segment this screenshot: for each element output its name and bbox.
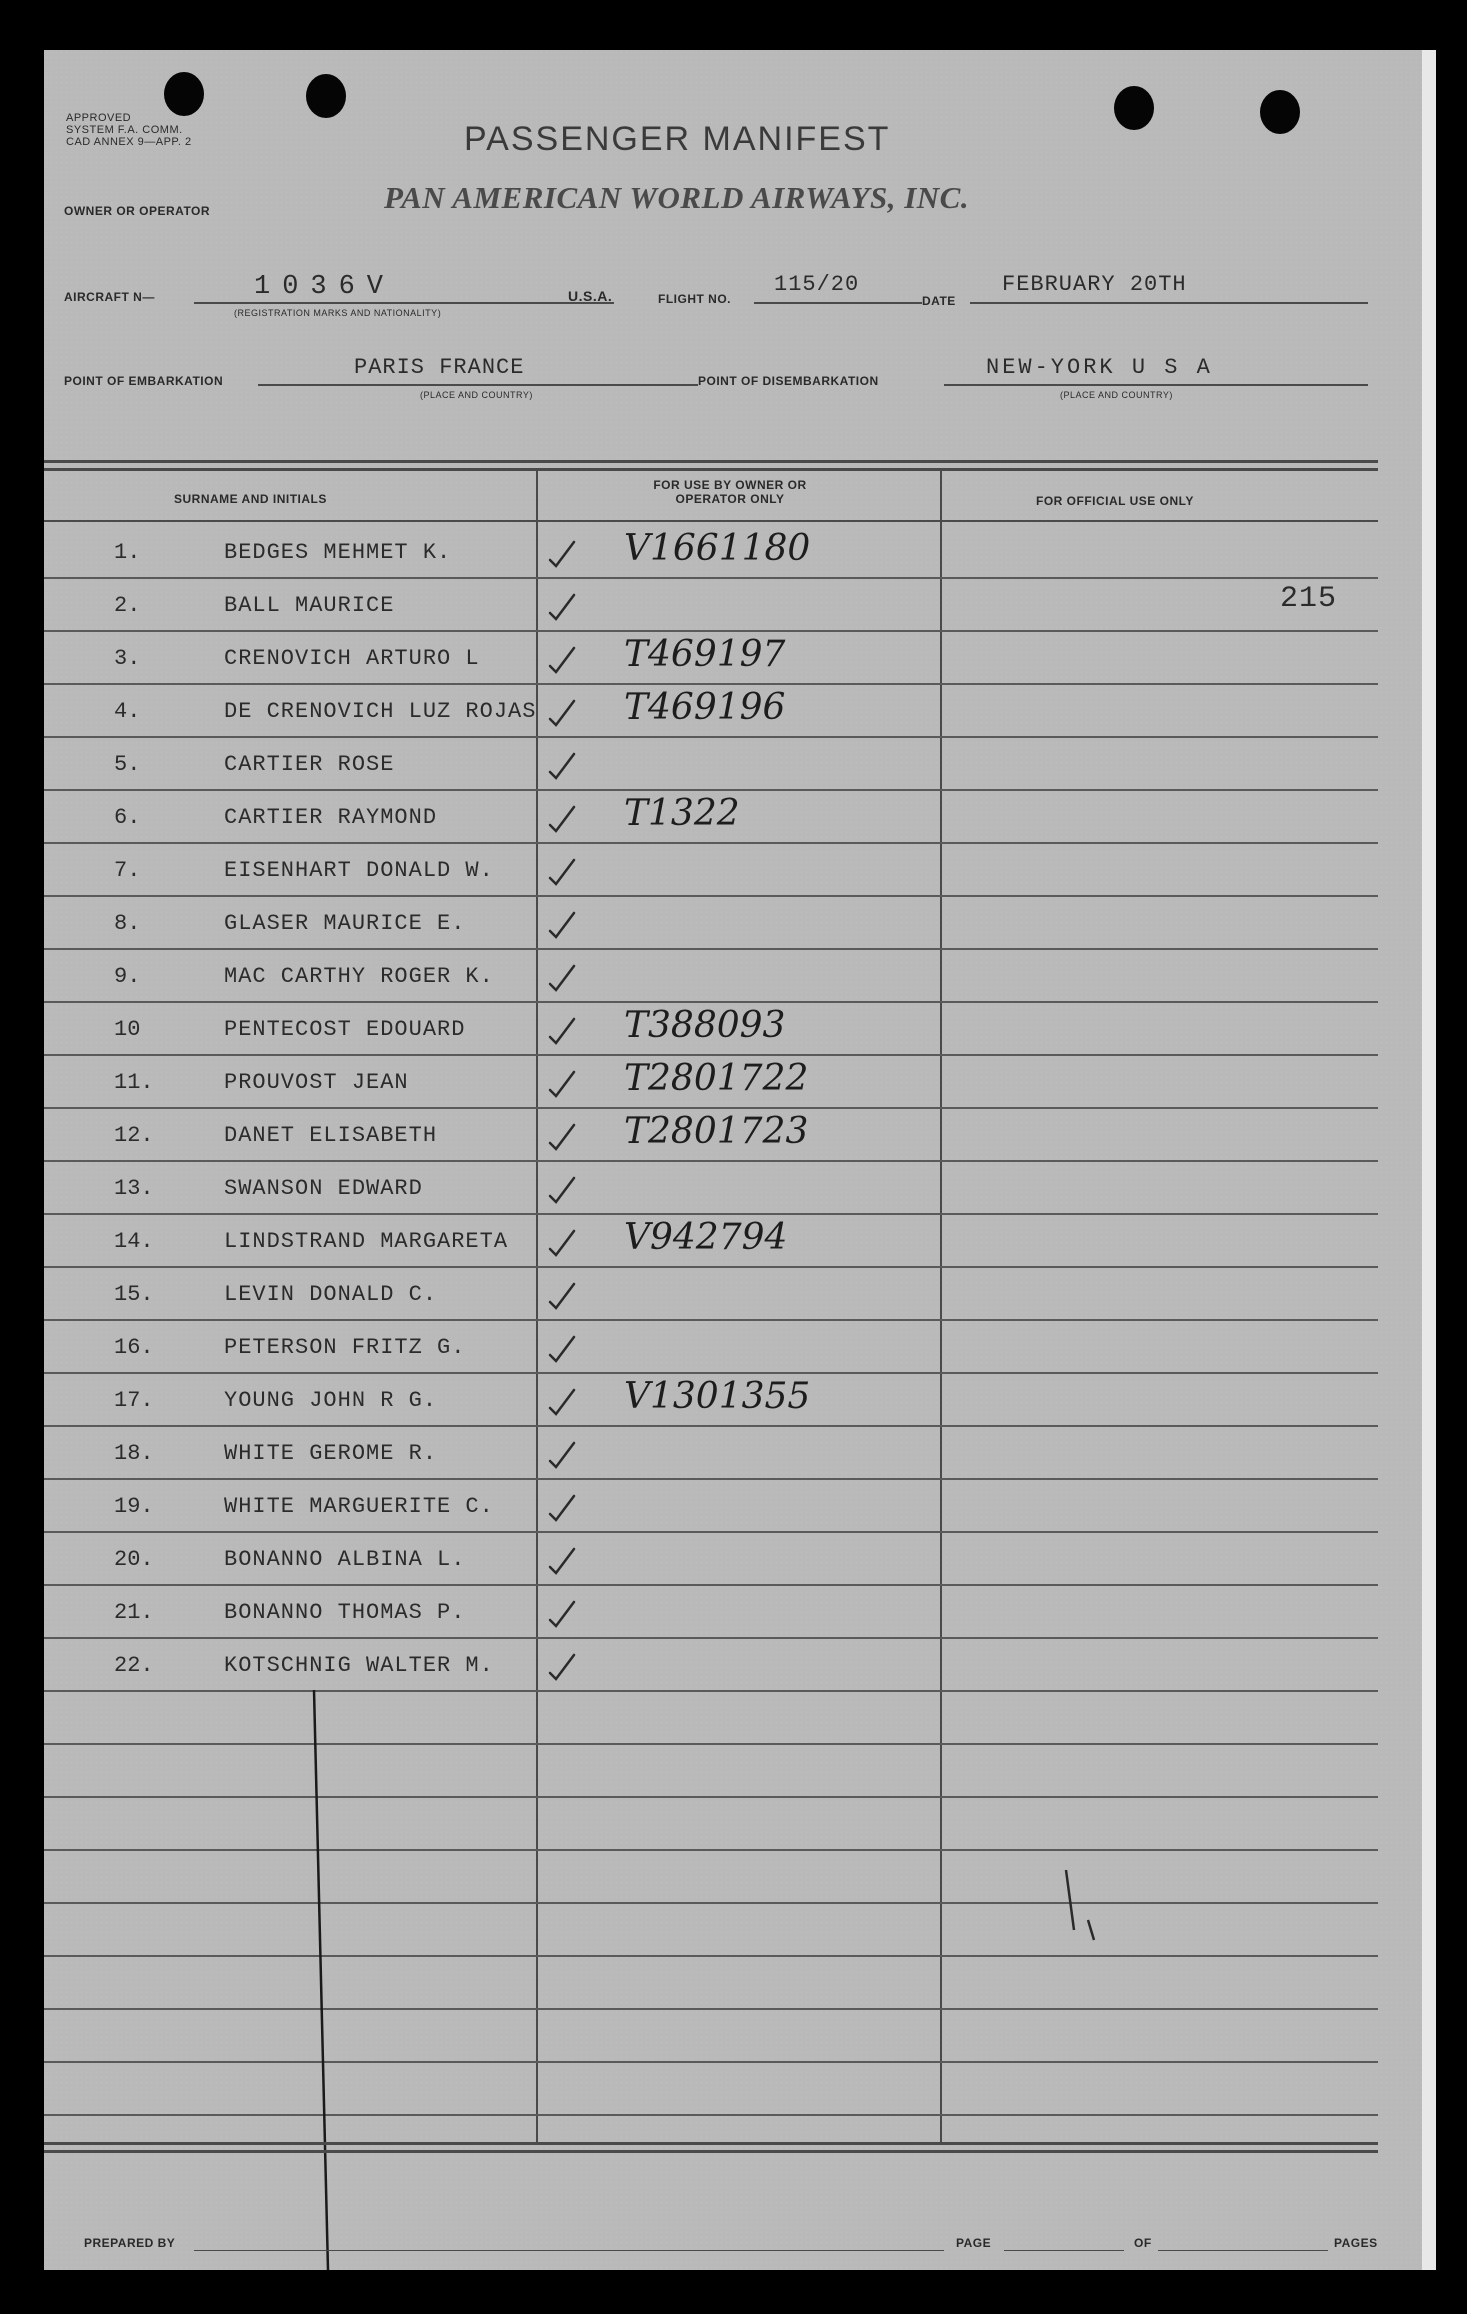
- passenger-name: CARTIER RAYMOND: [224, 805, 438, 830]
- passenger-number: 17.: [114, 1388, 154, 1413]
- passport-number: V942794: [624, 1217, 788, 1258]
- check-mark: [550, 1390, 574, 1414]
- check-mark: [550, 1284, 574, 1308]
- passport-number: V1301355: [624, 1376, 811, 1417]
- passenger-number: 12.: [114, 1123, 154, 1148]
- passenger-name: LINDSTRAND MARGARETA: [224, 1229, 509, 1254]
- approval-line: APPROVED: [66, 112, 132, 124]
- passport-number: T469196: [624, 687, 786, 728]
- passport-number: T2801722: [624, 1058, 809, 1099]
- passenger-number: 14.: [114, 1229, 154, 1254]
- check-mark: [550, 542, 574, 566]
- ink-line: [314, 1690, 328, 2270]
- passenger-name: DE CRENOVICH LUZ ROJAS: [224, 699, 537, 724]
- disembarkation-point: NEW-YORK U S A: [986, 355, 1213, 380]
- check-mark: [550, 1549, 574, 1573]
- usa-label: U.S.A.: [568, 288, 613, 304]
- passenger-number: 10: [114, 1017, 141, 1042]
- passenger-number: 9.: [114, 964, 141, 989]
- check-marks: [44, 50, 1422, 2270]
- passenger-number: 8.: [114, 911, 141, 936]
- check-mark: [550, 754, 574, 778]
- approval-line: CAD ANNEX 9—APP. 2: [66, 136, 192, 148]
- aircraft-label: AIRCRAFT N—: [64, 290, 155, 304]
- passenger-name: CRENOVICH ARTURO L: [224, 646, 480, 671]
- passenger-number: 11.: [114, 1070, 154, 1095]
- date-label: DATE: [922, 294, 956, 308]
- check-mark: [550, 1496, 574, 1520]
- passenger-number: 1.: [114, 540, 141, 565]
- passenger-number: 2.: [114, 593, 141, 618]
- passenger-number: 5.: [114, 752, 141, 777]
- page-title: PASSENGER MANIFEST: [464, 120, 891, 158]
- check-mark: [550, 648, 574, 672]
- passport-number: T1322: [624, 793, 740, 834]
- check-mark: [550, 966, 574, 990]
- disembarkation-label: POINT OF DISEMBARKATION: [698, 374, 879, 388]
- manifest-sheet: [44, 50, 1436, 2270]
- passenger-name: CARTIER ROSE: [224, 752, 395, 777]
- check-mark: [550, 1125, 574, 1149]
- passport-number: V1661180: [624, 528, 811, 569]
- passenger-number: 19.: [114, 1494, 154, 1519]
- check-mark: [550, 701, 574, 725]
- check-mark: [550, 807, 574, 831]
- passenger-number: 15.: [114, 1282, 154, 1307]
- passenger-name: PETERSON FRITZ G.: [224, 1335, 466, 1360]
- passenger-name: BONANNO ALBINA L.: [224, 1547, 466, 1572]
- passenger-name: PENTECOST EDOUARD: [224, 1017, 466, 1042]
- passport-number: T388093: [624, 1005, 786, 1046]
- passenger-number: 13.: [114, 1176, 154, 1201]
- passenger-name: BEDGES MEHMET K.: [224, 540, 452, 565]
- passenger-name: WHITE MARGUERITE C.: [224, 1494, 494, 1519]
- passenger-name: KOTSCHNIG WALTER M.: [224, 1653, 494, 1678]
- check-mark: [550, 1602, 574, 1626]
- prepared-by-label: PREPARED BY: [84, 2236, 176, 2250]
- passenger-name: GLASER MAURICE E.: [224, 911, 466, 936]
- passenger-number: 18.: [114, 1441, 154, 1466]
- check-mark: [550, 1443, 574, 1467]
- passenger-name: EISENHART DONALD W.: [224, 858, 494, 883]
- passenger-name: SWANSON EDWARD: [224, 1176, 423, 1201]
- approval-line: SYSTEM F.A. COMM.: [66, 124, 183, 136]
- check-mark: [550, 595, 574, 619]
- check-mark: [550, 1655, 574, 1679]
- passenger-name: WHITE GEROME R.: [224, 1441, 438, 1466]
- col-surname-header: SURNAME AND INITIALS: [174, 492, 327, 506]
- check-mark: [550, 1231, 574, 1255]
- passenger-number: 22.: [114, 1653, 154, 1678]
- flight-date: FEBRUARY 20TH: [1002, 272, 1187, 297]
- of-label: OF: [1134, 2236, 1152, 2250]
- passenger-number: 21.: [114, 1600, 154, 1625]
- passenger-name: DANET ELISABETH: [224, 1123, 438, 1148]
- embarkation-caption: (PLACE AND COUNTRY): [420, 390, 533, 400]
- check-mark: [550, 1019, 574, 1043]
- passenger-name: PROUVOST JEAN: [224, 1070, 409, 1095]
- disembarkation-caption: (PLACE AND COUNTRY): [1060, 390, 1173, 400]
- passport-number: T2801723: [624, 1111, 809, 1152]
- check-mark: [550, 1337, 574, 1361]
- passenger-number: 16.: [114, 1335, 154, 1360]
- page-label: PAGE: [956, 2236, 992, 2250]
- ink-mark: [1066, 1870, 1094, 1940]
- col-owner-header: FOR USE BY OWNER OR OPERATOR ONLY: [653, 478, 807, 506]
- passenger-number: 7.: [114, 858, 141, 883]
- passenger-number: 3.: [114, 646, 141, 671]
- passenger-name: LEVIN DONALD C.: [224, 1282, 438, 1307]
- passenger-name: BALL MAURICE: [224, 593, 395, 618]
- embarkation-point: PARIS FRANCE: [354, 355, 525, 380]
- col-official-header: FOR OFFICIAL USE ONLY: [1036, 494, 1194, 508]
- passenger-number: 6.: [114, 805, 141, 830]
- passenger-number: 20.: [114, 1547, 154, 1572]
- passport-number: T469197: [624, 634, 786, 675]
- flight-label: FLIGHT NO.: [658, 292, 731, 306]
- check-mark: [550, 1178, 574, 1202]
- check-mark: [550, 1072, 574, 1096]
- airline-name: PAN AMERICAN WORLD AIRWAYS, INC.: [384, 180, 970, 215]
- official-note: 215: [1280, 582, 1338, 616]
- passenger-name: YOUNG JOHN R G.: [224, 1388, 438, 1413]
- pages-label: PAGES: [1334, 2236, 1378, 2250]
- passenger-number: 4.: [114, 699, 141, 724]
- owner-label: OWNER OR OPERATOR: [64, 204, 211, 218]
- passenger-name: MAC CARTHY ROGER K.: [224, 964, 494, 989]
- embarkation-label: POINT OF EMBARKATION: [64, 374, 224, 388]
- passenger-name: BONANNO THOMAS P.: [224, 1600, 466, 1625]
- aircraft-caption: (REGISTRATION MARKS AND NATIONALITY): [234, 308, 442, 318]
- flight-number: 115/20: [774, 272, 860, 297]
- check-mark: [550, 913, 574, 937]
- aircraft-registration: 1036V: [254, 272, 396, 302]
- check-mark: [550, 860, 574, 884]
